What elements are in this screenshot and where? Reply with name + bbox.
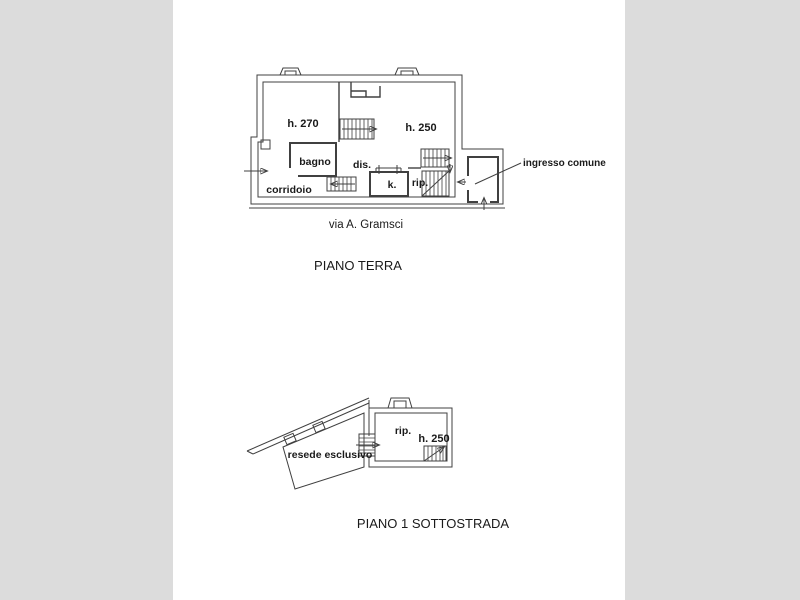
room-label-vestibule: dis. bbox=[352, 159, 372, 171]
room-label-right-height: h. 250 bbox=[405, 122, 437, 134]
basement-floor-title: PIANO 1 SOTTOSTRADA bbox=[356, 516, 510, 531]
room-label-left-height: h. 270 bbox=[287, 118, 319, 130]
room-label-corridor: corridoio bbox=[266, 184, 312, 196]
room-label-storage: rip. bbox=[411, 177, 429, 189]
street-name-caption: via A. Gramsci bbox=[328, 219, 404, 231]
room-label-bathroom: bagno bbox=[299, 156, 331, 168]
ground-floor-plan bbox=[244, 68, 606, 273]
sloped-boundary-wall bbox=[247, 398, 369, 454]
basement-floor-plan bbox=[247, 398, 509, 531]
entrance-room-walls bbox=[468, 157, 498, 202]
partition-niche bbox=[351, 82, 380, 97]
room-label-height: h. 250 bbox=[418, 433, 450, 445]
chimney-right bbox=[395, 68, 419, 75]
staircase-central bbox=[340, 119, 376, 139]
callout-common-entrance: ingresso comune bbox=[523, 158, 606, 169]
staircase-hallway bbox=[327, 177, 356, 191]
gate-post bbox=[284, 433, 296, 444]
chimney-left bbox=[280, 68, 301, 75]
staircase-basement bbox=[424, 446, 446, 461]
chimney bbox=[388, 398, 412, 408]
room-label-storage: rip. bbox=[394, 425, 412, 437]
room-label-kitchen: k. bbox=[387, 179, 397, 191]
wall-pilaster bbox=[261, 140, 270, 149]
label-private-yard: resede esclusivo bbox=[287, 449, 373, 461]
staircase-right-upper bbox=[421, 149, 451, 167]
ground-floor-title: PIANO TERRA bbox=[314, 258, 402, 273]
